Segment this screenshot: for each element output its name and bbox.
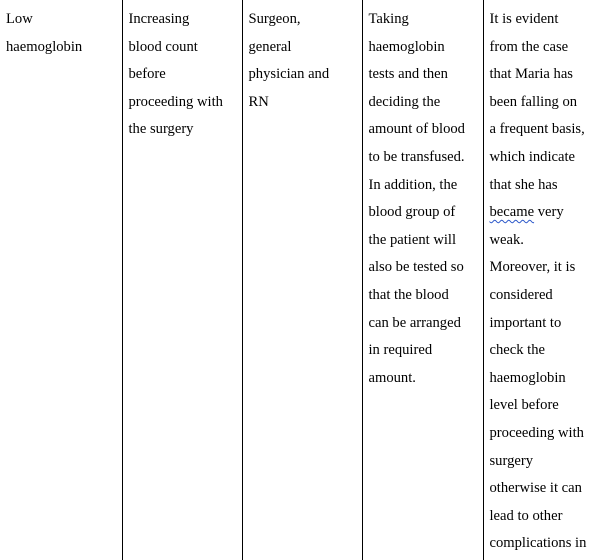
issue-cell <box>0 0 122 560</box>
rationale-cell <box>483 0 607 560</box>
goal-text: Increasing blood count before proceeding with the surgery <box>128 11 223 138</box>
rationale-text-after: very weak. Moreover, it is considered important to check the haemoglobin level before proceeding with surgery otherwise it can lead to other complications in <box>489 204 587 552</box>
staff-text: Surgeon, general physician and RN <box>248 11 330 110</box>
goal-cell <box>122 0 242 560</box>
rationale-text-before: It is evident from the case that Maria has been falling on a frequent basis, which indicate that she has <box>489 11 585 193</box>
intervention-cell <box>362 0 483 560</box>
issue-text: Low haemoglobin <box>6 11 83 55</box>
intervention-text: Taking haemoglobin tests and then deciding the amount of blood to be transfused. In addition, the blood group of the patient will also be tested so that the blood can be arranged in required amount. <box>368 11 465 386</box>
rationale-text <box>490 6 602 558</box>
spellcheck-flagged-word[interactable]: became <box>489 204 535 221</box>
staff-cell <box>242 0 362 560</box>
